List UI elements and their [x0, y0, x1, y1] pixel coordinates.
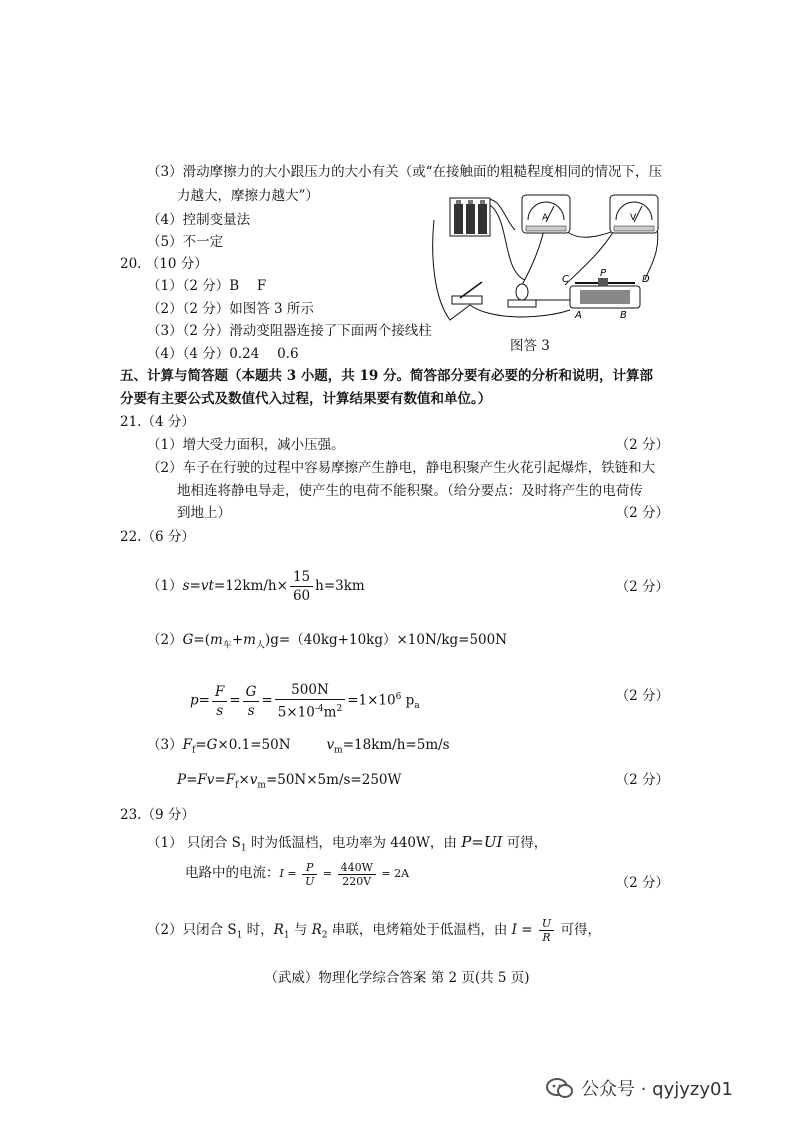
- time-fraction: $\frac{15}{60}$: [290, 568, 313, 605]
- q22-header: 22.（6 分）: [120, 529, 195, 545]
- q22-item1-points: （2 分）: [615, 579, 669, 595]
- q22-item3-equation: $(3)F_f=G\times 0.1=50N$ $v_m=18km/h=5m/s$: [147, 737, 450, 756]
- q20-item1: （1）（2 分）B F: [147, 278, 267, 294]
- q20-header: 20. （10 分）: [120, 256, 208, 272]
- watermark: [545, 1075, 733, 1101]
- q20-item4: （4）（4 分）0.24 0.6: [147, 346, 299, 362]
- q21-item2-line2: 地相连将静电导走，使产生的电荷不能积聚。（给分要点：及时将产生的电荷传: [177, 483, 643, 499]
- q22-item1-equation: （1）s=vt=12km/h× $\frac{15}{60}$ h=3km: [147, 569, 365, 604]
- rheostat-icon: [562, 268, 650, 321]
- q22-pressure-equation: p= $\frac{F}{s}$ = $\frac{G}{s}$ = $\frac{500N}{5\times 10^{-4}m^2}$ $=1\times 10^6$ $p_a$: [190, 681, 420, 721]
- q20-item3: （3）（2 分）滑动变阻器连接了下面两个接线柱: [147, 323, 432, 339]
- terminal-b-label: B: [620, 310, 627, 321]
- q22-power-equation: $P=Fv=F_f\times v_m=50N\times 5m/s=250W$: [177, 772, 402, 791]
- page-footer: （武威）物理化学综合答案 第 2 页(共 5 页): [264, 970, 530, 986]
- watermark-text: 公众号 · qyjyzy01: [581, 1079, 733, 1100]
- q23-current-equation: 电路中的电流：I = $\frac{P}{U}$ = $\frac{440W}{220V}$ = 2A: [185, 860, 410, 888]
- q23-header: 23.（9 分）: [120, 807, 195, 823]
- q22-item2-equation: $(2)G=(m_车+m_人)g=(40kg+10kg)\times 10N/kg=500N$: [147, 632, 508, 651]
- wechat-official-icon: [545, 1076, 575, 1100]
- voltmeter-icon: [610, 195, 658, 233]
- ammeter-icon: [522, 195, 570, 233]
- terminal-d-label: D: [642, 274, 650, 285]
- q22-item3-points: （2 分）: [615, 772, 669, 788]
- q21-item2-line1: （2）车子在行驶的过程中容易摩擦产生静电，静电积聚产生火花引起爆炸，铁链和大: [147, 460, 656, 476]
- q23-item1-points: （2 分）: [615, 875, 669, 891]
- q22-item2-points: （2 分）: [615, 688, 669, 704]
- section5-title-line2: 分要有主要公式及数值代入过程，计算结果要有数值和单位。）: [120, 391, 492, 407]
- battery-icon: [450, 198, 490, 236]
- q21-item2-line3: 到地上）: [177, 505, 231, 521]
- q19-item4: （4）控制变量法: [147, 212, 251, 228]
- terminal-c-label: C: [562, 274, 569, 285]
- q21-item1: （1）增大受力面积，减小压强。: [147, 437, 345, 453]
- q19-item3-line2: 力越大，摩擦力越大”）: [177, 188, 319, 204]
- bulb-icon: [508, 284, 536, 307]
- q21-item2-points: （2 分）: [615, 505, 669, 521]
- q23-item2-line1: （2）只闭合 $S_1$ 时，$R_1$ 与 $R_2$ 串联，电烤箱处于低温档，由 I = $\frac{U}{R}$ 可得，: [147, 917, 601, 944]
- terminal-p-label: P: [600, 268, 607, 279]
- q23-item1-line1: （1） 只闭合 $S_1$ 时为低温档，电功率为 440W，由 P=UI 可得，: [147, 833, 548, 854]
- q19-item3-line1: （3）滑动摩擦力的大小跟压力的大小有关（或“在接触面的粗糙程度相同的情况下，压: [147, 164, 662, 180]
- q21-header: 21.（4 分）: [120, 414, 195, 430]
- section5-title-line1: 五、计算与简答题（本题共 3 小题，共 19 分。简答部分要有必要的分析和说明，计算部: [120, 368, 653, 384]
- figure-caption: 图答 3: [510, 338, 550, 354]
- voltmeter-label: V: [630, 213, 637, 223]
- circuit-diagram: [430, 190, 680, 335]
- q21-item1-points: （2 分）: [615, 437, 669, 453]
- q20-item2: （2）（2 分）如图答 3 所示: [147, 301, 314, 317]
- q19-item5: （5）不一定: [147, 234, 224, 250]
- ammeter-label: A: [542, 213, 549, 223]
- terminal-a-label: A: [575, 310, 582, 321]
- switch-icon: [452, 282, 482, 304]
